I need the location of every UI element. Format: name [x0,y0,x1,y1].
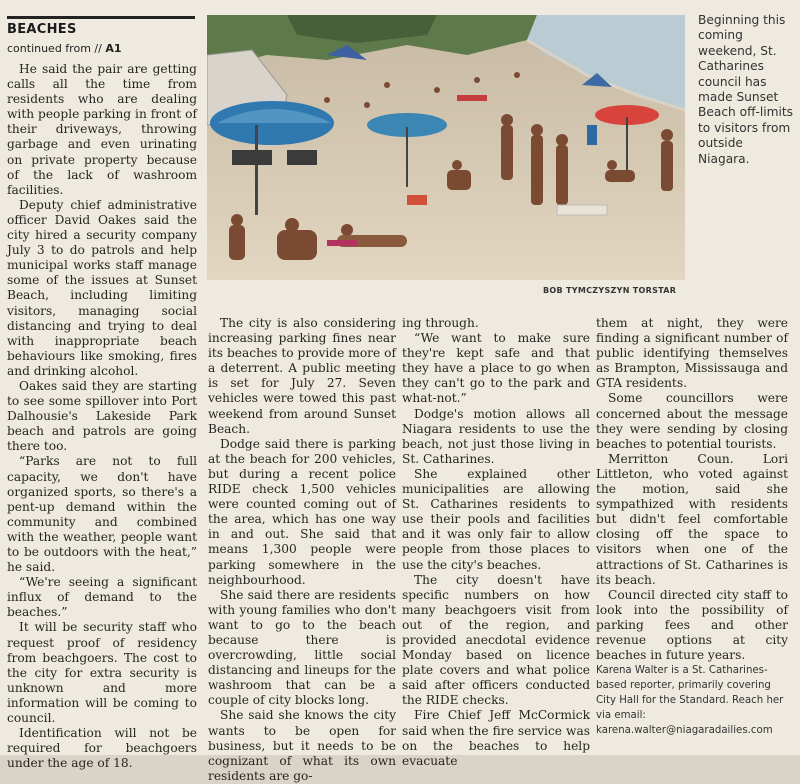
continued-from-line [7,42,122,55]
section-rule [7,16,195,19]
paragraph: ing through. [402,316,479,330]
paragraph: Dodge said there is parking at the beach for 200 vehicles, but during a recent police RIDE check 1,500 vehicles were counted coming out of the area, which has one way in and out. She said that means 1,300 people were parking somewhere in the neighbourhood. [208,436,396,587]
article-column-2 [208,316,396,784]
paragraph: Fire Chief Jeff McCormick said when the fire service was on the beaches to help evacuate [402,708,590,768]
article-column-3 [402,316,590,769]
section-label: BEACHES [7,22,77,37]
paragraph: them at night, they were finding a significant number of public identifying themselves as Brampton, Mississauga and GTA residents. [596,316,788,391]
paragraph: Merritton Coun. Lori Littleton, who voted against the motion, said she sympathized with residents but didn't feel comfortable closing off the space to visitors when one of the attractions of St. Catharines is its beach. [596,451,788,587]
photo-caption: Beginning this coming weekend, St. Catharines council has made Sunset Beach off-limits to visitors from outside Niagara. [698,13,794,166]
photo-credit: BOB TYMCZYSZYN TORSTAR [543,286,677,295]
beach-photo [207,15,685,280]
umbrella-pole [255,125,258,215]
paragraph: The city doesn't have specific numbers on how many beachgoers visit from out of the region, and provided anecdotal evidence Monday based on licence plate covers and what police said after officers conducted the RIDE checks. [402,572,590,708]
page-reference: A1 [105,42,122,55]
paragraph: Identification will not be required for beachgoers under the age of 18. [7,726,197,771]
beach-photo-illustration [207,15,685,280]
paragraph: Dodge's motion allows all Niagara residents to use the beach, not just those living in St. Catharines. [402,406,590,466]
paragraph: Deputy chief administrative officer David Oakes said the city hired a security company July 3 to do patrols and help municipal works staff manage some of the issues at Sunset Beach, including limiting visitors, managing social distancing and trying to deal with inappropriate beach behaviours like smoking, fires and drinking alcohol. [7,197,197,378]
article-column-4 [596,316,788,738]
paragraph: She said she knows the city wants to be open for business, but it needs to be cognizant of what its own residents are go- [208,708,396,783]
paragraph: Oakes said they are starting to see some spillover into Port Dalhousie's Lakeside Park beach and patrols are going there too. [7,378,197,454]
paragraph: She said there are residents with young families who don't want to go to the beach because there is overcrowding, little social distancing and lineups for the washroom that can be a couple of city blocks long. [208,587,396,708]
continued-from-text: continued from // [7,42,102,55]
article-column-1 [7,62,197,771]
paragraph: Council directed city staff to look into the possibility of parking fees and other revenue options at city beaches in future years. [596,587,788,663]
paragraph: He said the pair are getting calls all the time from residents who are dealing with people parking in front of their driveways, throwing garbage and even urinating on private property because of the lack of washroom facilities. [7,62,197,197]
paragraph: The city is also considering increasing parking fines near its beaches to provide more of a deterrent. A public meeting is set for July 27. Seven vehicles were towed this past weekend from around Sunset Beach. [208,316,396,436]
paragraph: “We're seeing a significant influx of demand to the beaches.” [7,575,197,620]
paragraph: “We want to make sure they're kept safe and that they have a place to go when they can't go to the park and what-not.” [402,331,590,406]
paragraph: She explained other municipalities are allowing St. Catharines residents to use their pools and facilities and it was only fair to allow people from those places to use the city's beaches. [402,466,590,572]
paragraph: Some councillors were concerned about the message they were sending by closing beaches to potential tourists. [596,391,788,451]
paragraph: “Parks are not to full capacity, we don't have organized sports, so there's a pent-up demand within the community and combined with the weather, people want to be outdoors with the heat,” he said. [7,454,197,575]
author-bio: Karena Walter is a St. Catharines-based reporter, primarily covering City Hall for the Standard. Reach her via email: karena.walter@niagaradailies.com [596,665,784,737]
paragraph: It will be security staff who request proof of residency from beachgoers. The cost to the city for extra security is unknown and more information will be coming to council. [7,620,197,726]
